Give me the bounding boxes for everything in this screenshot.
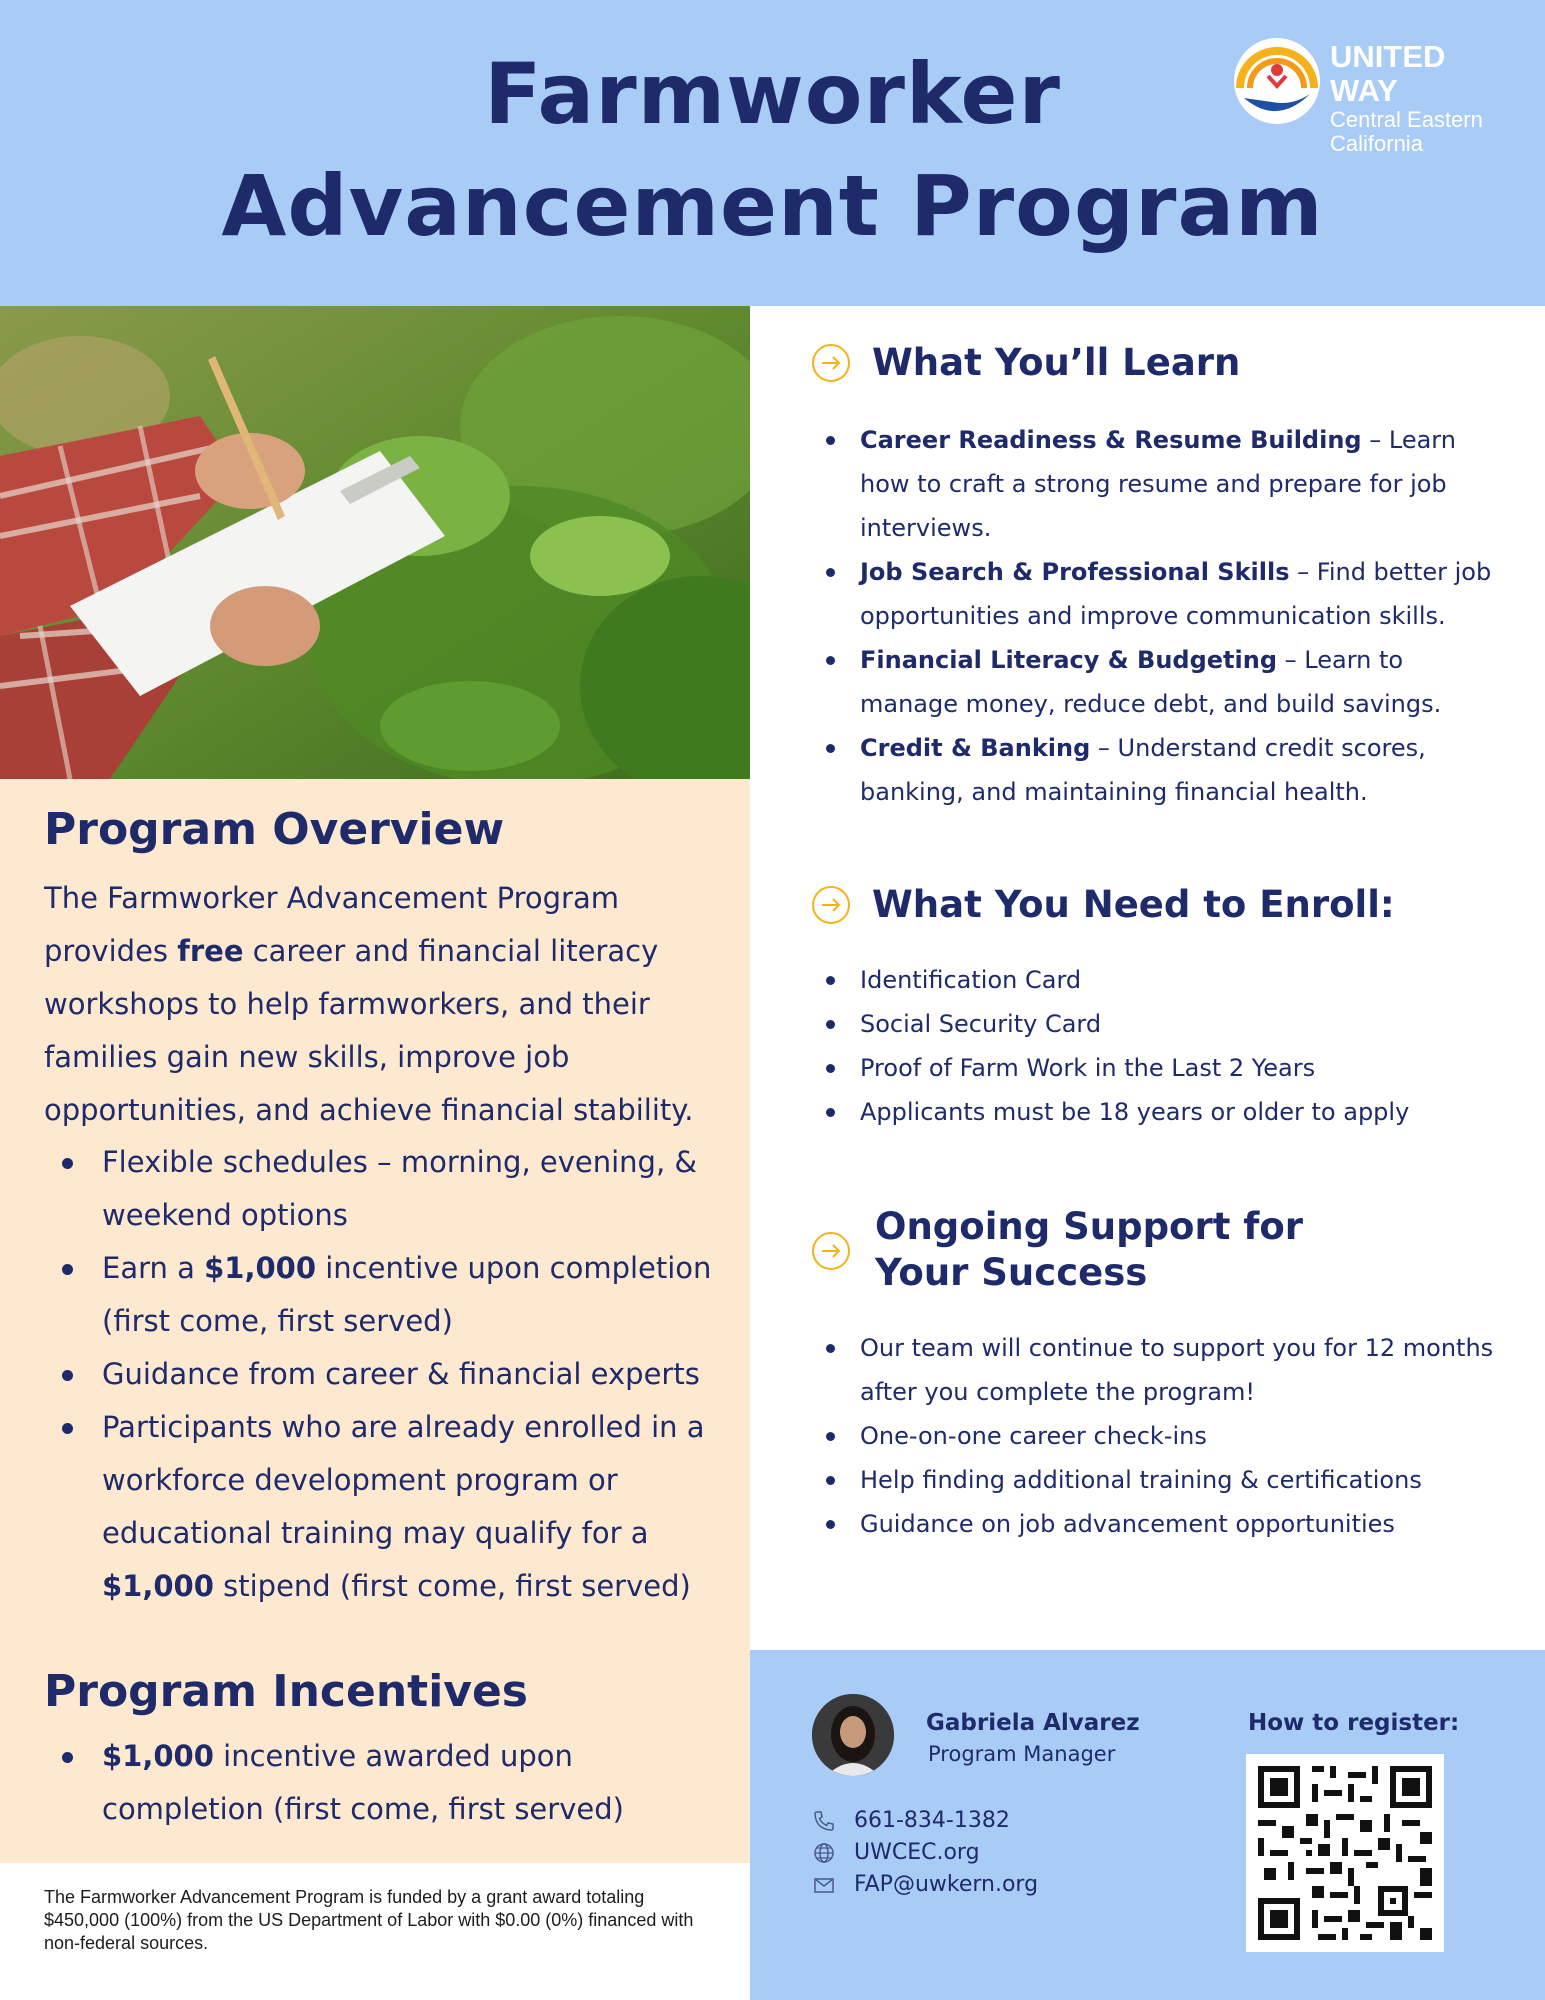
contact-email-text: FAP@uwkern.org <box>854 1872 1039 1897</box>
qr-code[interactable] <box>1246 1754 1444 1952</box>
learn-item-title: Credit & Banking <box>860 734 1091 762</box>
support-heading-line-2: Your Success <box>875 1251 1148 1294</box>
title-line-2: Advancement Program <box>221 157 1324 255</box>
contact-phone-text: 661-834-1382 <box>854 1808 1010 1833</box>
arrow-circle-icon <box>810 1230 852 1272</box>
overview-text <box>44 872 714 1137</box>
list-item: Our team will continue to support you for 12 months after you complete the program! <box>826 1326 1506 1414</box>
list-item: Identification Card <box>826 958 1506 1002</box>
learn-item-text: – Understand credit scores, banking, and maintaining financial health. <box>860 734 1426 806</box>
list-item <box>826 550 1506 638</box>
list-item: Proof of Farm Work in the Last 2 Years <box>826 1046 1506 1090</box>
incentive-text: incentive awarded upon completion (first come, first served) <box>102 1739 624 1826</box>
overview-text-part-1: The Farmworker Advancement Program provides <box>44 881 619 968</box>
contact-panel <box>750 1650 1545 2000</box>
funding-note: The Farmworker Advancement Program is funded by a grant award totaling $450,000 (100%) from the US Department of Labor with $0.00 (0%) financed with non-federal sources. <box>44 1887 694 1953</box>
learn-item-text: – Find better job opportunities and improve communication skills. <box>860 558 1492 630</box>
list-item: Help finding additional training & certifications <box>826 1458 1506 1502</box>
farm-photo <box>0 306 750 779</box>
qr-code-image <box>1246 1754 1444 1952</box>
list-item <box>58 1242 718 1348</box>
overview-list <box>58 1136 718 1613</box>
list-item <box>826 638 1506 726</box>
united-way-logo <box>1232 36 1512 156</box>
title-line-1: Farmworker <box>484 45 1061 143</box>
overview-bullet-4-amount: $1,000 <box>102 1569 214 1603</box>
overview-bullet-4-post: stipend (first come, first served) <box>213 1569 691 1603</box>
learn-heading: What You’ll Learn <box>872 341 1241 384</box>
logo-name: UNITED WAY <box>1330 39 1446 108</box>
incentives-list <box>58 1730 718 1836</box>
incentives-heading: Program Incentives <box>44 1666 528 1717</box>
register-label: How to register: <box>1248 1710 1460 1736</box>
overview-bullet-1: Flexible schedules – morning, evening, & weekend options <box>102 1145 698 1232</box>
list-item <box>826 726 1506 814</box>
list-item: One-on-one career check-ins <box>826 1414 1506 1458</box>
incentive-amount: $1,000 <box>102 1739 214 1773</box>
avatar-photo <box>812 1694 894 1776</box>
overview-bullet-2-pre: Earn a <box>102 1251 205 1285</box>
header <box>0 0 1545 306</box>
globe-icon <box>812 1841 836 1865</box>
logo-sub-1: Central Eastern <box>1330 107 1483 132</box>
contact-role: Program Manager <box>928 1742 1116 1766</box>
learn-item-title: Career Readiness & Resume Building <box>860 426 1362 454</box>
avatar <box>812 1694 894 1776</box>
logo-text <box>1330 40 1512 156</box>
list-item: Applicants must be 18 years or older to apply <box>826 1090 1506 1134</box>
contact-name: Gabriela Alvarez <box>926 1710 1140 1736</box>
learn-item-title: Financial Literacy & Budgeting <box>860 646 1278 674</box>
support-list <box>826 1326 1506 1546</box>
list-item <box>58 1401 718 1613</box>
enroll-list <box>826 958 1506 1134</box>
learn-item-text: – Learn to manage money, reduce debt, and build savings. <box>860 646 1442 718</box>
list-item <box>58 1730 718 1836</box>
list-item: Social Security Card <box>826 1002 1506 1046</box>
overview-bullet-3: Guidance from career & financial experts <box>102 1357 700 1391</box>
united-way-logo-icon <box>1232 36 1322 126</box>
overview-text-free: free <box>177 934 244 968</box>
farm-photo-image <box>0 306 750 779</box>
learn-list <box>826 418 1506 814</box>
learn-item-text: – Learn how to craft a strong resume and prepare for job interviews. <box>860 426 1456 542</box>
overview-bullet-4-pre: Participants who are already enrolled in a workforce development program or educational training may qualify for a <box>102 1410 705 1550</box>
logo-sub-2: California <box>1330 131 1423 156</box>
overview-text-part-2: career and financial literacy workshops to help farmworkers, and their families gain new skills, improve job opportunities, and achieve financial stability. <box>44 934 694 1127</box>
enroll-heading: What You Need to Enroll: <box>872 883 1395 926</box>
support-heading <box>875 1204 1303 1296</box>
overview-heading: Program Overview <box>44 804 505 855</box>
support-heading-line-1: Ongoing Support for <box>875 1205 1304 1248</box>
mail-icon <box>812 1873 836 1897</box>
contact-website-text: UWCEC.org <box>854 1840 980 1865</box>
arrow-circle-icon <box>810 884 852 926</box>
list-item <box>58 1348 718 1401</box>
phone-icon <box>812 1809 836 1833</box>
list-item <box>826 418 1506 550</box>
arrow-circle-icon <box>810 342 852 384</box>
list-item: Guidance on job advancement opportunities <box>826 1502 1506 1546</box>
overview-bullet-2-post: incentive upon completion (first come, first served) <box>102 1251 712 1338</box>
overview-bullet-2-amount: $1,000 <box>204 1251 317 1285</box>
learn-item-title: Job Search & Professional Skills <box>860 558 1290 586</box>
list-item <box>58 1136 718 1242</box>
